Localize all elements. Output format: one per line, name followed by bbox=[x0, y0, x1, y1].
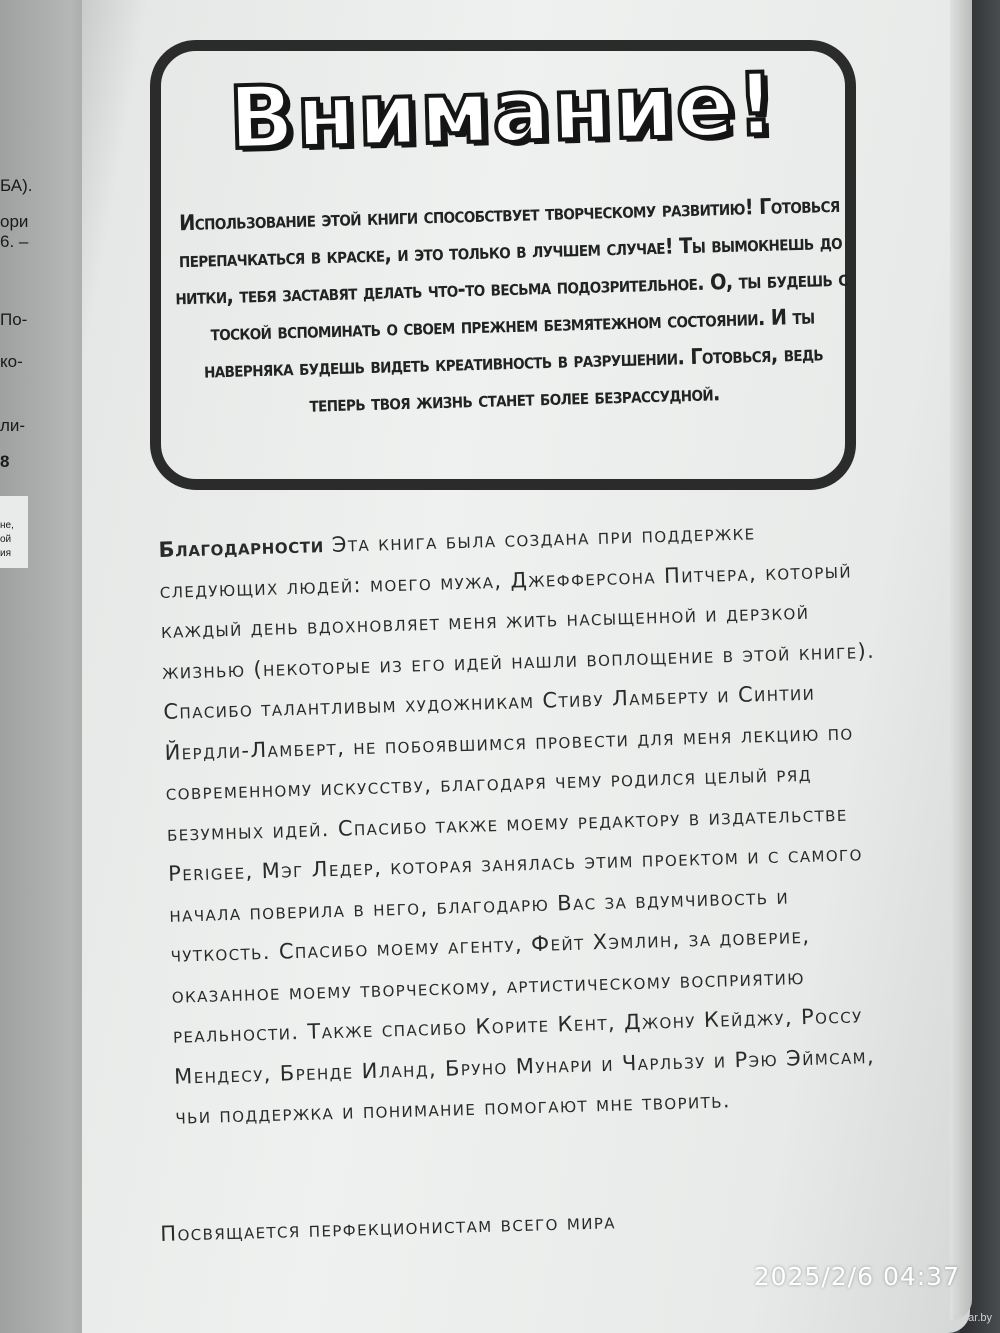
left-page-fragment: БА). bbox=[0, 176, 33, 195]
left-page-fragment: 6. – bbox=[0, 232, 29, 251]
acknowledgements-heading: Благодарности bbox=[158, 533, 325, 562]
acknowledgements-text: Эта книга была создана при поддержке следующих людей: моего мужа, Джефферсона Питчера, который каждый день вдохновляет меня жить насыщенной и дерзкой жизнью (некоторые из его идей нашли воплощение в этой книге). Спасибо талантливым художникам Стиву Ламберту и Синтии Йердли-Ламберт, не побоявшимся провести для меня лекцию по современному искусству, благодаря чему родился целый ряд безумных идей. Спасибо также моему редактору в издательстве Perigee, Мэг Ледер, которая занялась этим проектом и с самого начала поверила в него, благодарю Вас за вдумчивость и чуткость. Спасибо моему агенту, Фейт Хэмлин, за доверие, оказанное моему творческому, артистическому восприятию реальности. Также спасибо Корите Кент, Джону Кейджу, Россу Мендесу, Бренде Иланд, Бруно Мунари и Чарльзу и Рэю Эймсам, чьи поддержка и понимание помогают мне творить. bbox=[159, 520, 876, 1129]
page-edge bbox=[950, 0, 972, 1320]
acknowledgements-paragraph bbox=[158, 509, 896, 1138]
photo-timestamp: 2025/2/6 04:37 bbox=[753, 1262, 960, 1291]
warning-text: Использование этой книги способствует творческому развитию! Готовься перепачкаться в краске, и это только в лучшем случае! Ты вымокнешь до нитки, тебя заставят делать что-то весьма подозрительное. О, ты будешь с тоской вспоминать о своем прежнем безмятежном состоянии. И ты наверняка будешь видеть креативность в разрушении. Готовься, ведь теперь твоя жизнь станет более безрассудной. bbox=[175, 192, 848, 418]
left-page-note-line: ой bbox=[0, 534, 12, 545]
left-page-fragment: По- bbox=[0, 310, 28, 329]
left-page-fragment: ори bbox=[0, 212, 29, 231]
left-page-fragment: ко- bbox=[0, 352, 23, 371]
left-page-fragment: ли- bbox=[0, 416, 26, 435]
dedication: Посвящается перфекционистам всего мира bbox=[160, 1209, 617, 1246]
watermark: kufar.by bbox=[953, 1312, 992, 1324]
warning-title: Внимание! bbox=[227, 54, 779, 170]
left-page-fragment: 8 bbox=[0, 452, 10, 471]
left-page-note-line: ия bbox=[0, 548, 12, 559]
left-page-note-line: не, bbox=[0, 520, 14, 531]
left-page-boxed-note bbox=[0, 496, 28, 568]
